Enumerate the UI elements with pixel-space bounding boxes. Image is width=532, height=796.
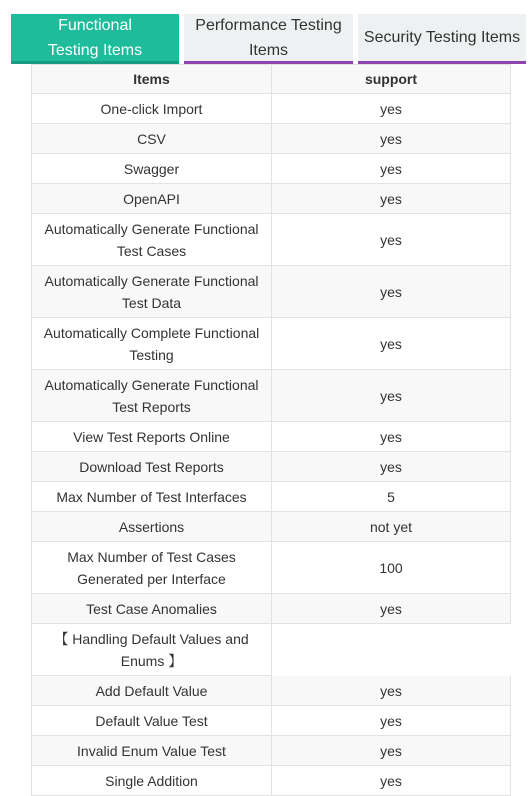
item-cell: Add Default Value <box>31 676 271 706</box>
support-cell: yes <box>271 154 511 184</box>
support-cell: 100 <box>271 542 511 594</box>
table-row <box>31 512 511 542</box>
table-row <box>31 706 511 736</box>
support-cell: yes <box>271 706 511 736</box>
support-cell: yes <box>271 318 511 370</box>
table-row <box>31 594 511 624</box>
tab-label: Performance Testing Items <box>195 16 342 59</box>
tab-label: Security Testing Items <box>363 29 521 46</box>
table-row <box>31 452 511 482</box>
table-row <box>31 214 511 266</box>
tab-functional-testing-items[interactable] <box>11 14 179 64</box>
table-header-row <box>31 64 511 94</box>
item-cell: Test Case Anomalies <box>31 594 271 624</box>
item-cell: Download Test Reports <box>31 452 271 482</box>
item-cell: Automatically Generate Functional Test Data <box>31 266 271 318</box>
table-section-row <box>31 624 511 676</box>
support-cell: yes <box>271 94 511 124</box>
item-cell: OpenAPI <box>31 184 271 214</box>
tab-label: Functional Testing Items <box>47 16 143 59</box>
table-row <box>31 94 511 124</box>
support-cell: yes <box>271 736 511 766</box>
item-cell: Automatically Complete Functional Testing <box>31 318 271 370</box>
header-support: support <box>271 65 511 94</box>
item-cell: Default Value Test <box>31 706 271 736</box>
table-row <box>31 542 511 594</box>
support-cell: yes <box>271 452 511 482</box>
item-cell: Automatically Generate Functional Test Cases <box>31 214 271 266</box>
support-cell: yes <box>271 370 511 422</box>
table-row <box>31 124 511 154</box>
item-cell: CSV <box>31 124 271 154</box>
support-cell: yes <box>271 124 511 154</box>
feature-support-table <box>31 64 511 796</box>
support-cell: yes <box>271 594 511 624</box>
item-cell: View Test Reports Online <box>31 422 271 452</box>
table-row <box>31 766 511 796</box>
item-cell: Max Number of Test Interfaces <box>31 482 271 512</box>
item-cell: Invalid Enum Value Test <box>31 736 271 766</box>
table-row <box>31 482 511 512</box>
support-cell: yes <box>271 676 511 706</box>
item-cell: Swagger <box>31 154 271 184</box>
item-cell: 【 Handling Default Values and Enums 】 <box>31 624 271 676</box>
support-cell: 5 <box>271 482 511 512</box>
item-cell: Max Number of Test Cases Generated per Interface <box>31 542 271 594</box>
support-cell: yes <box>271 266 511 318</box>
support-cell: yes <box>271 184 511 214</box>
table-row <box>31 676 511 706</box>
header-items: Items <box>31 65 271 94</box>
item-cell: Automatically Generate Functional Test Reports <box>31 370 271 422</box>
tab-security-testing-items[interactable] <box>358 14 526 64</box>
support-cell: yes <box>271 766 511 796</box>
support-cell <box>271 624 511 676</box>
table-row <box>31 184 511 214</box>
item-cell: Single Addition <box>31 766 271 796</box>
support-cell: not yet <box>271 512 511 542</box>
table-row <box>31 154 511 184</box>
support-cell: yes <box>271 214 511 266</box>
item-cell: Assertions <box>31 512 271 542</box>
table-row <box>31 736 511 766</box>
item-cell: One-click Import <box>31 94 271 124</box>
tab-performance-testing-items[interactable] <box>184 14 353 64</box>
table-row <box>31 266 511 318</box>
table-row <box>31 318 511 370</box>
support-cell: yes <box>271 422 511 452</box>
table-row <box>31 422 511 452</box>
table-row <box>31 370 511 422</box>
